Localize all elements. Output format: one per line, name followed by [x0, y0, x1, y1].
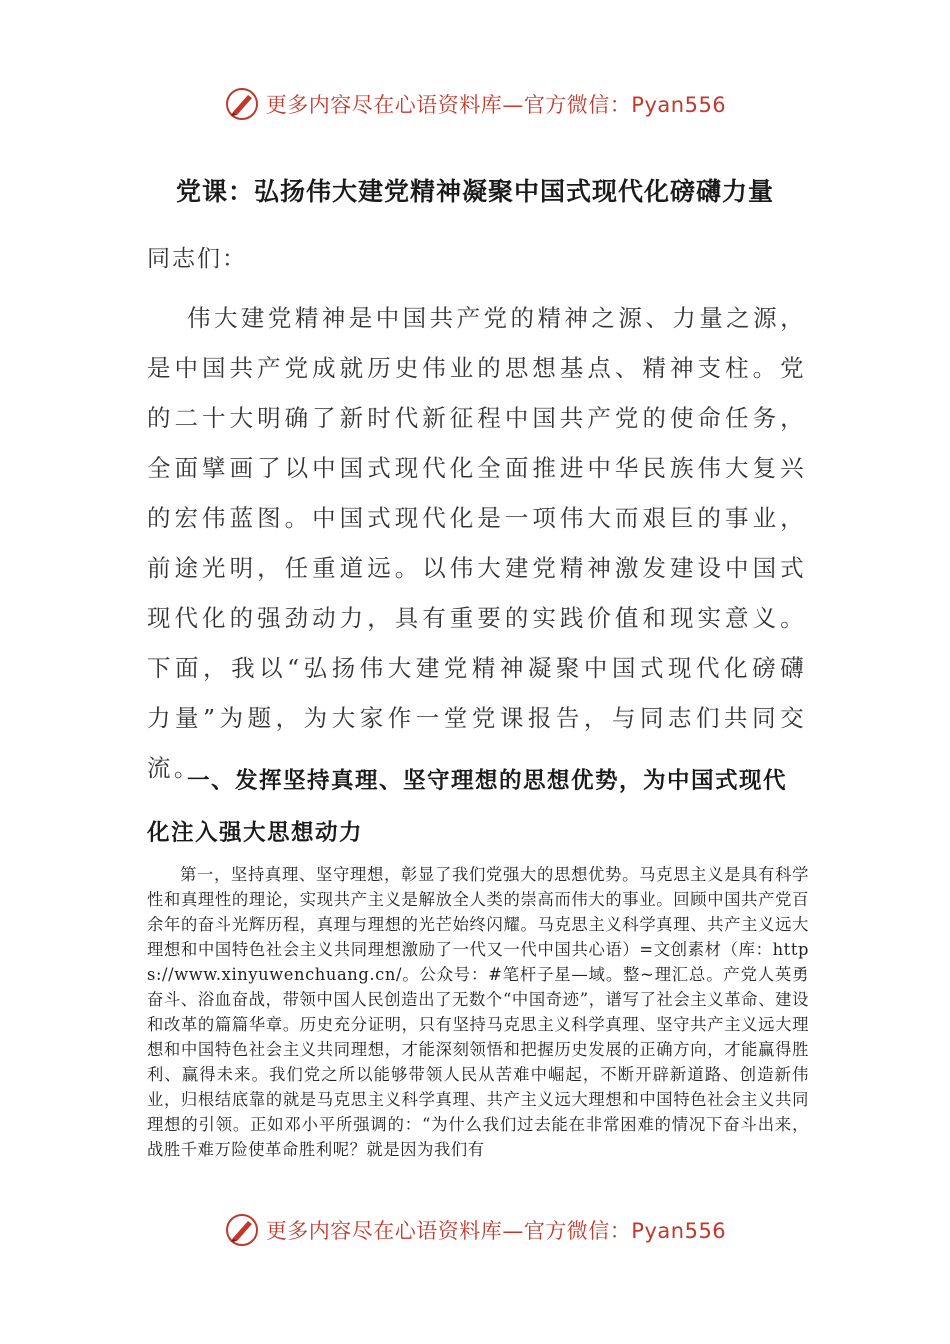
body-paragraph: 第一，坚持真理、坚守理想，彰显了我们党强大的思想优势。马克思主义是具有科学性和真理性的理论，实现共产主义是解放全人类的崇高而伟大的事业。回顾中国共产党百余年的奋斗光辉历程，真理与理想的光芒始终闪耀。马克思主义科学真理、共产主义远大理想和中国特色社会主义共同理想激励了一代又一代中国共心语）=文创素材（库：https://www.xinyuwenchuang.cn/。公众号：#笔杆子星—域。整~理汇总。产党人英勇奋斗、浴血奋战，带领中国人民创造出了无数个“中国奇迹”，谱写了社会主义革命、建设和改革的篇篇华章。历史充分证明，只有坚持马克思主义科学真理、坚守共产主义远大理想和中国特色社会主义共同理想，才能深刻领悟和把握历史发展的正确方向，才能赢得胜利、赢得未来。我们党之所以能够带领人民从苦难中崛起，不断开辟新道路、创造新伟业，归根结底靠的就是马克思主义科学真理、共产主义远大理想和中国特色社会主义共同理想的引领。正如邓小平所强调的：“为什么我们过去能在非常困难的情况下奋斗出来，战胜千难万险使革命胜利呢？就是因为我们有 [147, 865, 809, 1159]
document-title: 党课：弘扬伟大建党精神凝聚中国式现代化磅礴力量 [175, 177, 774, 206]
header-banner [0, 80, 950, 128]
header-banner-text: 更多内容尽在心语资料库 [265, 93, 503, 117]
pen-logo-icon [224, 86, 260, 122]
footer-banner [0, 1206, 950, 1254]
intro-paragraph: 伟大建党精神是中国共产党的精神之源、力量之源，是中国共产党成就历史伟业的思想基点、精神支柱。党的二十大明确了新时代新征程中国共产党的使命任务，全面擘画了以中国式现代化全面推进中华民族伟大复兴的宏伟蓝图。中国式现代化是一项伟大而艰巨的事业，前途光明，任重道远。以伟大建党精神激发建设中国式现代化的强劲动力，具有重要的实践价值和现实意义。下面，我以“弘扬伟大建党精神凝聚中国式现代化磅礴力量”为题，为大家作一堂党课报告，与同志们共同交流。 [147, 304, 807, 782]
header-banner-wechat: —官方微信：Pyan556 [502, 93, 727, 117]
section-heading-1: 一、发挥坚持真理、坚守理想的思想优势，为中国式现代化注入强大思想动力 [147, 768, 788, 846]
footer-banner-wechat: —官方微信：Pyan556 [502, 1219, 727, 1243]
greeting: 同志们： [147, 246, 247, 272]
footer-banner-text: 更多内容尽在心语资料库 [265, 1219, 503, 1243]
pen-logo-icon [224, 1212, 260, 1248]
